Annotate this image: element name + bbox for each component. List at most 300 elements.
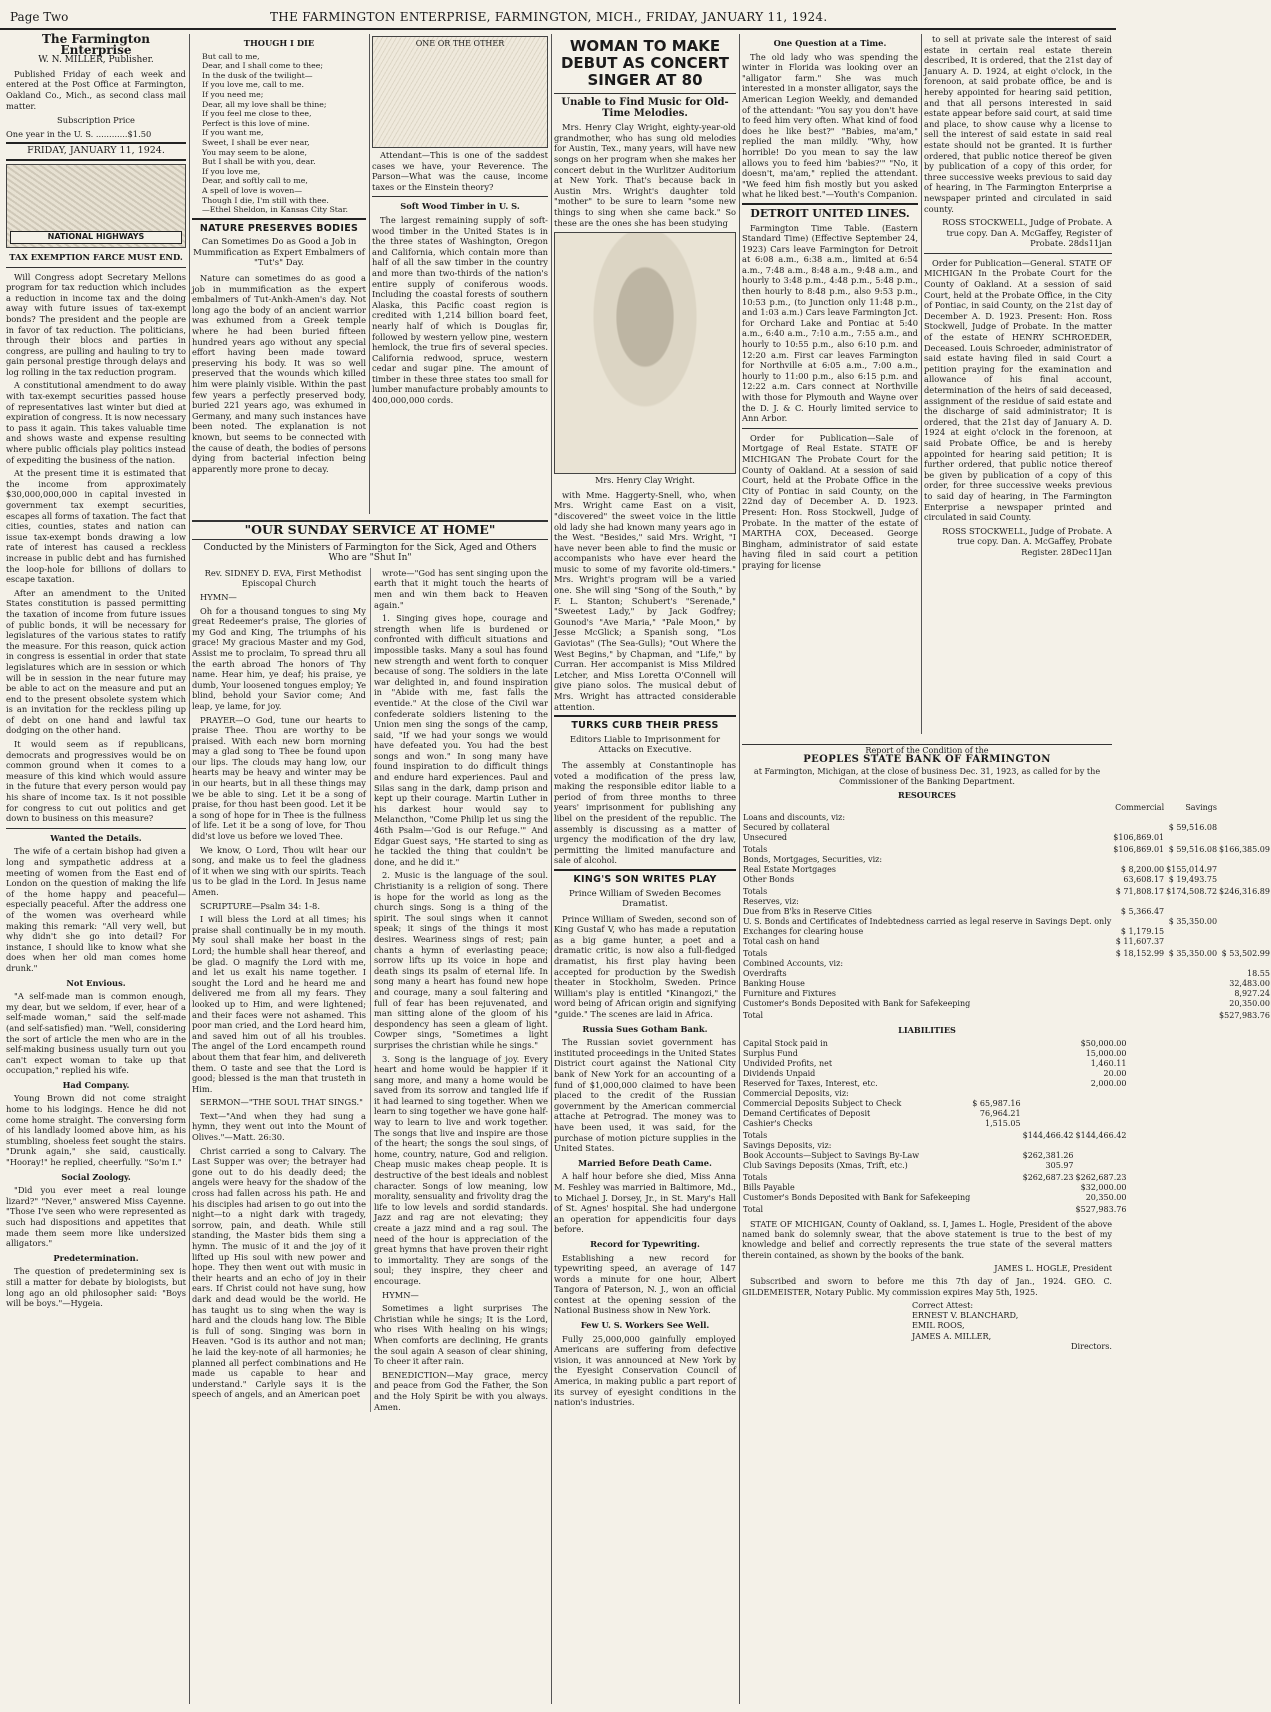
account-row — [742, 813, 1271, 823]
editorial-paragraph: Will Congress adopt Secretary Mellons program for tax reduction which includes a reduction in income tax and the doing away with future issues of tax-exempt bonds? The president and the people are in favor of tax reduction. The politicians, through their blocs and parties in congress, are pulling and hauling to try to gain personal prestige through delays and log rolling in the tax reduction program. — [6, 271, 186, 377]
account-label: Overdrafts — [743, 969, 787, 979]
account-value: 8,927.24 — [1234, 989, 1270, 999]
account-row — [742, 1141, 1127, 1151]
account-value — [1022, 1049, 1075, 1059]
account-label: Commercial Deposits Subject to Check — [743, 1098, 902, 1108]
account-value: 1,515.05 — [984, 1118, 1021, 1128]
account-value — [1022, 1141, 1075, 1151]
account-row — [742, 1183, 1127, 1193]
account-value: $ 65,987.16 — [972, 1098, 1021, 1108]
account-row — [742, 1039, 1127, 1049]
column-rule — [739, 34, 740, 1704]
attest-label: Correct Attest: — [912, 1299, 974, 1310]
sermon-headline: "OUR SUNDAY SERVICE AT HOME" — [192, 520, 548, 540]
account-value — [1022, 1079, 1075, 1089]
account-value — [1112, 823, 1165, 833]
account-row — [742, 843, 1271, 855]
debut-text: with Mme. Haggerty-Snell, who, when Mrs. Wright came East on a visit, "discovered" the sweet voice in the little old lady she had known many years ago in the West. "Besides," said Mrs. Wright, "I have never been able to find the music or accompanists who have ever heard the music to some of my favorite old-timers." Mrs. Wright's program will be a varied one. She will sing "Song of the South," by F. L. Stanton; Schubert's "Serenade," "Sweetest Lady," by Jack Godfrey; Gounod's "Ave Maria," "Pale Moon," by Jesse McGlick; a Spanish song, "Los Gaviotas" (The Sea-Gulls); "Out Where the West Begins," by Chapman, and "Life," by Curran. Her accompanist is Miss Mildred Letcher, and Miss Loretta O'Connell will give piano solos. The musical debut of Mrs. Wright has attracted considerable attention. — [554, 489, 736, 712]
account-value: $106,869.01 — [1113, 833, 1165, 843]
account-row — [742, 1151, 1127, 1161]
account-row — [742, 959, 1271, 969]
account-value: $ 71,808.17 — [1115, 887, 1165, 897]
column-rule — [921, 34, 922, 734]
sermon-paragraph: Oh for a thousand tongues to sing My great Redeemer's praise, The glories of my God and King, The triumphs of his grace! My gracious Master and my God, Assist me to proclaim, To spread thru all the earth abroad The honors of Thy name. Hear him, ye deaf; his praise, ye dumb, Your loosened tongues employ; Ye blind, behold your Savior come; And leap, ye lame, for joy. — [192, 605, 366, 711]
account-value: $ 35,350.00 — [1168, 949, 1218, 959]
publication-notice: Published Friday of each week and entered at the Post Office at Farmington, Oakland Co., Mich., as second class mail matter. — [6, 68, 186, 111]
account-value: 20,350.00 — [1085, 1192, 1127, 1202]
brief-title: Predetermination. — [53, 1252, 139, 1263]
account-value: $ 11,607.37 — [1115, 937, 1165, 947]
account-value — [1165, 855, 1218, 865]
account-value — [1022, 1089, 1075, 1099]
account-row — [742, 1009, 1271, 1021]
account-value: $262,687.23 — [1075, 1172, 1127, 1182]
account-label: Totals — [743, 1130, 768, 1140]
cartoon-illustration — [372, 36, 548, 148]
column-rule — [551, 34, 552, 1704]
president-signature: JAMES L. HOGLE, President — [994, 1262, 1112, 1273]
divider — [6, 267, 186, 268]
account-value: 32,483.00 — [1229, 979, 1270, 989]
account-value: $155,014.97 — [1166, 865, 1218, 875]
account-row — [742, 1089, 1127, 1099]
probate-signature: ROSS STOCKWELL, Judge of Probate. A true copy. Dan A. McGaffey, Register of Probate. 28ds11jan — [942, 217, 1112, 249]
highways-illustration — [6, 164, 186, 248]
turks-headline: TURKS CURB THEIR PRESS — [571, 720, 719, 732]
account-row — [742, 927, 1271, 937]
account-value — [1022, 1109, 1075, 1119]
account-value: 2,000.00 — [1090, 1078, 1127, 1088]
account-row — [742, 897, 1271, 907]
account-label: Total — [743, 1204, 764, 1214]
sermon-article — [192, 520, 548, 1704]
account-label: Capital Stock paid in — [743, 1038, 828, 1048]
brief-text: "Did you ever meet a real lounge lizard?" "Never," answered Miss Cayenne. "Those I've seen who were represented as such had dispositions and appetites that made them seem more like undersized alligators." — [6, 1185, 186, 1249]
account-label: Secured by collateral — [743, 823, 830, 833]
account-value — [1218, 959, 1271, 969]
report-intro: at Farmington, Michigan, at the close of business Dec. 31, 1923, as called for by the Commissioner of the Banking Department. — [753, 765, 1101, 786]
editorial-paragraph: A constitutional amendment to do away with tax-exempt securities passed house of representatives last winter but died at expiration of congress. It is now necessary to pass it again. This takes valuable time and shows waste and expense resulting where public officials play politics instead of expediting the business of the nation. — [6, 380, 186, 465]
account-value — [1165, 989, 1218, 999]
account-label: Undivided Profits, net — [743, 1058, 833, 1068]
turks-text: The assembly at Constantinople has voted a modification of the press law, making the responsible editor liable to a period of from three months to three years' imprisonment for publishing any libel on the president of the republic. The assembly is discussing as a matter of urgency the modification of the dry law, permitting the limited manufacture and sale of alcohol. — [554, 759, 736, 866]
workers-text: Fully 25,000,000 gainfully employed Americans are suffering from defective vision, it was announced at New York by the Eyesight Conservation Council of America, in making public a part report of its survey of eyesight conditions in the nation's industries. — [554, 1333, 736, 1408]
account-value — [1218, 823, 1271, 833]
sermon-paragraph: Text—"And when they had sung a hymn, they went out into the Mount of Olives."—Matt. 26:30. — [192, 1110, 366, 1143]
highways-label: NATIONAL HIGHWAYS — [10, 231, 182, 244]
account-value — [1075, 1119, 1128, 1129]
sermon-paragraph: HYMN— — [382, 1289, 419, 1300]
account-value — [1022, 1099, 1075, 1109]
brief-title: Social Zoology. — [61, 1171, 131, 1182]
resources-rows — [742, 813, 1271, 1021]
account-row — [742, 1079, 1127, 1089]
account-row — [742, 907, 1271, 917]
account-value — [1075, 1099, 1128, 1109]
resources-table — [742, 803, 1271, 1021]
account-label: Furniture and Fixtures — [743, 989, 836, 999]
account-value — [1112, 959, 1165, 969]
account-value: 20.00 — [1103, 1068, 1127, 1078]
attest-block — [912, 1300, 1112, 1351]
brief-title: Had Company. — [62, 1079, 130, 1090]
sermon-body — [192, 568, 548, 1412]
account-value: $ 5,366.47 — [1120, 907, 1165, 917]
account-label: Savings Deposits, viz: — [743, 1140, 832, 1150]
account-row — [742, 917, 1271, 927]
account-label: Commercial Deposits, viz: — [743, 1088, 849, 1098]
account-label: Other Bonds — [743, 875, 795, 885]
probate-notice-text: Order for Publication—General. STATE OF MICHIGAN In the Probate Court for the County of Oakland. At a session of said Court, held at the Probate Office, in the City of Pontiac, in said County, on the 21st day of December A. D. 1923. Present: Hon. Ross Stockwell, Judge of Probate. In the matter of the estate of HENRY SCHROEDER, Deceased. Louis Schroeder, administrator of said estate having filed in said Court a petition praying for the examination and allowance of his final account, determination of the heirs of said deceased, assignment of the residue of said estate and the discharge of said administrator; It is ordered, that the 21st day of January A. D. 1924 at eight o'clock in the forenoon, at said Probate Office, be and is hereby appointed for hearing said petition; It is further ordered, that public notice thereof be given by publication of a copy of this order, for three successive weeks previous to said day of hearing, in The Farmington Enterprise a newspaper printed and circulated in said County. — [924, 257, 1112, 523]
account-value — [1165, 897, 1218, 907]
account-value — [1218, 937, 1271, 947]
account-row — [742, 1109, 1127, 1119]
account-row — [742, 1193, 1127, 1203]
director-name: ERNEST V. BLANCHARD, — [912, 1310, 1019, 1321]
account-value: $ 19,493.75 — [1168, 875, 1218, 885]
account-value — [1218, 897, 1271, 907]
account-value — [1165, 969, 1218, 979]
record-headline: Record for Typewriting. — [590, 1238, 700, 1249]
account-value — [1112, 979, 1165, 989]
account-row — [742, 969, 1271, 979]
account-value — [1165, 937, 1218, 947]
poem-title: THOUGH I DIE — [243, 38, 315, 48]
column-rule — [189, 34, 190, 1704]
account-value: 63,608.17 — [1123, 875, 1165, 885]
divider — [372, 196, 548, 197]
nature-deck: Can Sometimes Do as Good a Job in Mummification as Expert Embalmers of "Tut's" Day. — [193, 237, 365, 269]
account-value — [1112, 989, 1165, 999]
kings-text: Prince William of Sweden, second son of King Gustaf V, who has made a reputation as a big game hunter, a poet and a dramatic critic, is now also a full-fledged dramatist, his first play having been accepted for production by the Swedish theater in Stockholm, Sweden. Prince William's play is entitled "Kinangozi," the word being of African origin and signifying "guide." The scenes are laid in Africa. — [554, 913, 736, 1020]
account-value: $527,983.76 — [1075, 1204, 1127, 1214]
account-value — [1165, 959, 1218, 969]
account-label: Reserved for Taxes, Interest, etc. — [743, 1078, 878, 1088]
probate-signature: ROSS STOCKWELL, Judge of Probate. A true copy. Dan. A. McGaffey, Probate Register. 28Dec11Jan — [942, 525, 1112, 557]
account-value: $106,869.01 — [1113, 845, 1165, 855]
russia-text: The Russian soviet government has instituted proceedings in the United States District court against the National City bank of New York for an accounting of a fund of $1,000,000 claimed to have been placed to the credit of the Russian government by the American commercial attache at Petrograd. The money was to have been used, it was said, for the purchase of motion picture supplies in the United States. — [554, 1037, 736, 1154]
report-title: Report of the Condition of the — [865, 745, 989, 755]
brief-text: Young Brown did not come straight home to his lodgings. Hence he did not come home straight. The conversing form of his landlady loomed above him, as his stumbling, shoeless feet sought the stairs. "Drunk again," she said, caustically. "Hooray!" he replied, cheerfully. "So'm I." — [6, 1093, 186, 1168]
subscription-price: One year in the U. S. ............$1.50 — [6, 128, 152, 139]
account-label: Bonds, Mortgages, Securities, viz: — [743, 855, 883, 865]
director-name: EMIL ROOS, — [912, 1320, 965, 1331]
account-value: $174,508.72 — [1166, 887, 1218, 897]
account-value: $ 8,200.00 — [1120, 865, 1165, 875]
divider — [192, 218, 366, 220]
resources-heading: RESOURCES — [897, 790, 957, 801]
account-label: Club Savings Deposits (Xmas, Trift, etc.) — [743, 1160, 908, 1170]
turks-deck: Editors Liable to Imprisonment for Attacks on Executive. — [569, 734, 721, 756]
publisher-line: W. N. MILLER, Publisher. — [38, 55, 154, 66]
account-row — [742, 885, 1271, 897]
timber-text: The largest remaining supply of soft-wood timber in the United States is in the three states of Washington, Oregon and California, which contain more than half of all the saw timber in the country and more than two-thirds of the nation's entire supply of coniferous woods. Including the coastal forests of southern Alaska, this Pacific coast region is credited with 1,214 billion board feet, nearly half of which is Douglas fir, followed by western yellow pine, western hemlock, the true firs of several species. California redwood, spruce, western cedar and sugar pine. The amount of timber in these three states too small for lumber manufacture probably amounts to 400,000,000 cords. — [372, 214, 548, 406]
nature-headline: NATURE PRESERVES BODIES — [199, 222, 359, 234]
editorial-paragraph: At the present time it is estimated that the income from approximately $30,000,000,000 in capital invested in government tax exempt securities, escapes all forms of taxation. The fact that cities, counties, states and nation can issue tax-exempt bonds drawing a low rate of interest has caused a reckless increase in public debt and has furnished the loop-hole for billions of dollars to escape taxation. — [6, 468, 186, 585]
account-row — [742, 1069, 1127, 1079]
sermon-paragraph: wrote—"God has sent singing upon the earth that it might touch the hearts of men and win them back to Heaven again." — [374, 567, 548, 610]
question-headline: One Question at a Time. — [773, 38, 887, 48]
account-value — [1218, 813, 1271, 823]
account-value — [1112, 1009, 1165, 1021]
bank-report — [742, 744, 1270, 1707]
poem-text: But call to me, Dear, and I shall come to thee; In the dusk of the twilight— If you love me, call to me. If you need me; Dear, all my love shall be thine; If you feel me close to thee, Perfect is this love of mine. If you want me, Sweet, I shall be ever near, You may seem to be alone, But I shall be with you, dear. If you love me, Dear, and softly call to me, A spell of love is woven— Though I die, I'm still with thee. —Ethel Sheldon, in Kansas City Star. — [202, 51, 348, 215]
account-row — [742, 999, 1271, 1009]
account-value: $ 18,152.99 — [1115, 949, 1165, 959]
account-label: Surplus Fund — [743, 1048, 798, 1058]
account-value — [971, 1141, 1021, 1151]
liabilities-table — [742, 1039, 1127, 1215]
account-label: Total cash on hand — [743, 937, 820, 947]
account-label: Demand Certificates of Deposit — [743, 1108, 871, 1118]
account-label: Reserves, viz: — [743, 897, 799, 907]
account-value: 15,000.00 — [1085, 1048, 1127, 1058]
account-value — [1075, 1141, 1128, 1151]
liabilities-rows — [742, 1039, 1127, 1215]
editorial-headline: TAX EXEMPTION FARCE MUST END. — [9, 251, 183, 262]
account-label: Cashier's Checks — [743, 1118, 813, 1128]
issue-date: FRIDAY, JANUARY 11, 1924. — [6, 142, 186, 161]
account-value — [971, 1171, 1021, 1183]
account-value — [971, 1183, 1021, 1193]
subscription-label: Subscription Price — [57, 115, 135, 126]
director-name: JAMES A. MILLER, — [912, 1330, 992, 1341]
account-value — [1165, 833, 1218, 843]
divider — [554, 715, 736, 717]
record-text: Establishing a new record for typewriting speed, an average of 147 words a minute for one hour, Albert Tangora of Paterson, N. J., won an official contest at the opening session of the National Business show in New York. — [554, 1252, 736, 1316]
sermon-paragraph: 2. Music is the language of the soul. Christianity is a religion of song. There is hope for the world as long as the church sings. Song is a thing of the spirit. The soul sings when it cannot speak; it sings of the things it most desires. Weariness sings of rest; pain chants a hymn of everlasting peace; sorrow lifts up its voice in hope and death sings its psalm of eternal life. In song many a heart has found new hope and courage, many a soul faltering and full of fear has been rejuvenated, and man sitting alone of the gloom of his despondency has seen a gleam of light. Cowper sings, "Sometimes a light surprises the christian while he sings." — [374, 870, 548, 1050]
account-row — [742, 989, 1271, 999]
account-value: $144,466.42 — [1022, 1130, 1074, 1140]
workers-headline: Few U. S. Workers See Well. — [580, 1320, 710, 1331]
column-1 — [6, 34, 186, 1706]
account-value: $32,000.00 — [1080, 1182, 1127, 1192]
account-value — [1165, 999, 1218, 1009]
account-value — [971, 1089, 1021, 1099]
sermon-paragraph: PRAYER—O God, tune our hearts to praise Thee. Thou are worthy to be praised. With each new born morning may a glad song to Thee be found upon our lips. The clouds may hang low, our hearts may be heavy and winter may be in our hearts, but in all these things may we be able to sing. Let it be a song of praise, for thou hast been good. Let it be a song of hope for in Thee is the fullness of life. Let it be a song of love, for Thou did'st love us before we loved Thee. — [192, 714, 366, 842]
column-2 — [192, 34, 366, 512]
account-value — [1022, 1039, 1075, 1049]
kings-headline: KING'S SON WRITES PLAY — [573, 873, 717, 885]
probate-notice-text: Order for Publication—Sale of Mortgage of Real Estate. STATE OF MICHIGAN The Probate Court for the County of Oakland. At a session of said Court, held at the Probate Office in the City of Pontiac in said County, on the 22nd day of December A. D. 1923. Present: Hon. Ross Stockwell, Judge of Probate. In the matter of the estate of MARTHA COX, Deceased. George Bingham, administrator of said estate having filed in said court a petition praying for license — [742, 432, 918, 570]
account-value — [971, 1059, 1021, 1069]
married-text: A half hour before she died, Miss Anna M. Feshley was married in Baltimore, Md., to Michael J. Dorsey, Jr., in St. Mary's Hall of St. Agnes' hospital. She had undergone an operation for appendicitis four days before. — [554, 1171, 736, 1235]
account-value: 20,350.00 — [1229, 999, 1270, 1009]
affidavit: STATE OF MICHIGAN, County of Oakland, ss. I, James L. Hogle, President of the above named bank do solemnly swear, that the above statement is true to the best of my knowledge and belief and correctly represents the true state of the several matters therein contained, as shown by the books of the bank. — [742, 1218, 1112, 1260]
account-label: Unsecured — [743, 833, 788, 843]
account-value: $ 1,179.15 — [1120, 927, 1165, 937]
account-value: 18.55 — [1247, 969, 1270, 979]
bank-name: PEOPLES STATE BANK OF FARMINGTON — [803, 754, 1051, 766]
probate-notice-text: to sell at private sale the interest of said estate in certain real estate therein described, It is ordered, that the 21st day of January A. D. 1924, at eight o'clock, in the forenoon, at said probate office, be and is hereby appointed for hearing said petition, and that all persons interested in said estate appear before said court, at said time and place, to show cause why a license to sell the interest of said estate in said real estate should not be granted. It is further ordered, that public notice thereof be given by publication of a copy of this order, for three successive weeks previous to said day of hearing, in The Farmington Enterprise a newspaper printed and circulated in said county. — [924, 34, 1112, 214]
sermon-paragraph: 3. Song is the language of joy. Every heart and home would be happier if it sang more, and many a home would be saved from its sorrow and tangled life if it had learned to sing together. When we learn to sing together we have gone half-way to learn to live and work together. The songs that live and inspire are those of the heart; the songs the soul sings, of home, country, nature, God and religion. Cheap music makes cheap people. It is destructive of the best ideals and noblest character. Songs of low meaning, low morality, sensuality and frivolity drag the life to low levels and sordid standards. Jazz and rag are not elevating; they create a jazz mind and a rag soul. The need of the hour is appreciation of the great hymns that have proven their right to immortality. They are songs of the soul; they inspire, they cheer and encourage. — [374, 1053, 548, 1286]
account-label: Customer's Bonds Deposited with Bank for Safekeeping — [743, 1192, 971, 1202]
savings-header: Savings — [1185, 803, 1218, 813]
account-row — [742, 865, 1271, 875]
account-label: Bills Payable — [743, 1182, 795, 1192]
cartoon-title: ONE OR THE OTHER — [415, 39, 505, 48]
account-label: Due from B'ks in Reserve Cities — [743, 907, 872, 917]
account-value: $ 53,502.99 — [1221, 949, 1270, 959]
total-header — [1218, 803, 1271, 813]
column-headers — [742, 803, 1271, 813]
account-label: Total — [743, 1011, 764, 1021]
account-value — [971, 1193, 1021, 1203]
account-value — [1022, 1193, 1075, 1203]
notary-statement: Subscribed and sworn to before me this 7th day of Jan., 1924. GEO. C. GILDEMEISTER, Notary Public. My commission expires May 5th, 1925. — [742, 1276, 1112, 1297]
account-row — [742, 1171, 1127, 1183]
account-row — [742, 1059, 1127, 1069]
account-row — [742, 979, 1271, 989]
account-row — [742, 855, 1271, 865]
account-value — [971, 1039, 1021, 1049]
detroit-headline: DETROIT UNITED LINES. — [750, 206, 910, 220]
column-3 — [372, 34, 548, 512]
account-value — [1022, 1059, 1075, 1069]
divider — [924, 253, 1112, 254]
account-row — [742, 875, 1271, 885]
account-row — [742, 1099, 1127, 1109]
account-row — [742, 1119, 1127, 1129]
account-value: $ 35,350.00 — [1168, 917, 1218, 927]
account-value: 1,460.11 — [1090, 1058, 1127, 1068]
account-value — [971, 1151, 1021, 1161]
account-value — [1075, 1089, 1128, 1099]
account-label: Customer's Bonds Deposited with Bank for Safekeeping — [743, 999, 971, 1009]
account-label: Dividends Unpaid — [743, 1068, 816, 1078]
account-row — [742, 833, 1271, 843]
account-value — [971, 1129, 1021, 1141]
account-value — [1165, 927, 1218, 937]
account-value — [1218, 865, 1271, 875]
brief-text: The question of predetermining sex is still a matter for debate by biologists, but long ago an old philosopher said: "Boys will be boys."—Hygeia. — [6, 1266, 186, 1309]
portrait-caption: Mrs. Henry Clay Wright. — [595, 476, 695, 486]
column-rule — [369, 34, 370, 514]
divider — [742, 203, 918, 205]
account-label: Totals — [743, 887, 768, 897]
divider — [554, 93, 736, 94]
account-value: $ 59,516.08 — [1168, 845, 1218, 855]
account-value: $262,687.23 — [1022, 1172, 1074, 1182]
account-value: $144,466.42 — [1075, 1130, 1127, 1140]
sermon-paragraph: SERMON—"THE SOUL THAT SINGS." — [200, 1097, 363, 1108]
account-row — [742, 1161, 1127, 1171]
sermon-paragraph: SCRIPTURE—Psalm 34: 1-8. — [200, 900, 320, 911]
account-value — [1075, 1151, 1128, 1161]
account-value — [1218, 917, 1271, 927]
debut-deck: Unable to Find Music for Old-Time Melodies. — [561, 97, 729, 119]
account-value — [1218, 833, 1271, 843]
account-value — [1112, 999, 1165, 1009]
sermon-paragraph: I will bless the Lord at all times; his praise shall continually be in my mouth. My soul shall make her boast in the Lord; the humble shall hear thereof, and be glad. O magnify the Lord with me, and let us exalt his name together. I sought the Lord and he heard me and delivered me from all my fears. They looked up to Him, and were lightened; and their faces were not ashamed. This poor man cried, and the Lord heard him, and saved him out of all his troubles. The angel of the Lord encampeth round about them that fear him, and delivereth them. O taste and see that the Lord is good; blessed is the man that trusteth in Him. — [192, 914, 366, 1094]
married-headline: Married Before Death Came. — [578, 1157, 712, 1168]
debut-headline: WOMAN TO MAKE DEBUT AS CONCERT SINGER AT 80 — [560, 37, 730, 89]
commercial-header: Commercial — [1115, 803, 1165, 813]
nature-text: Nature can sometimes do as good a job in mummification as the expert embalmers of Tut-Ankh-Amen's day. Not long ago the body of an ancient warrior was exhumed from a Greek temple where he had been buried fifteen hundred years ago without any special effort having been made toward preserving his body. It was so well preserved that the wounds which killed him were plainly visible. Within the past few years a perfectly preserved body, buried 221 years ago, was exhumed in Germany, and many such instances have been noted. The explanation is not known, but seems to be connected with the cause of death, the bodies of persons dying from bacterial infection being apparently more prone to decay. — [192, 273, 366, 474]
divider — [554, 869, 736, 871]
account-label: Totals — [743, 1172, 768, 1182]
brief-text: The wife of a certain bishop had given a long and sympathetic address at a meeting of women from the East end of London on the question of making the life of the home happy and peaceful—especially peaceful. After the address one of the women was overheard while making this remark: "All very well, but why didn't she go into detail? For instance, I should like to know what she does when her old man comes home drunk." — [6, 846, 186, 973]
account-value: $166,385.09 — [1219, 845, 1270, 855]
account-value: $262,381.26 — [1022, 1150, 1074, 1160]
account-label: Combined Accounts, viz: — [743, 959, 844, 969]
account-value — [1112, 969, 1165, 979]
directors-label: Directors. — [1071, 1341, 1112, 1352]
account-value: $527,983.76 — [1219, 1011, 1270, 1021]
russia-headline: Russia Sues Gotham Bank. — [582, 1023, 708, 1034]
column-5 — [742, 34, 918, 734]
account-label: Totals — [743, 845, 768, 855]
account-row — [742, 823, 1271, 833]
account-value: $50,000.00 — [1080, 1038, 1127, 1048]
account-value — [971, 1049, 1021, 1059]
account-value: $ 59,516.08 — [1168, 823, 1218, 833]
account-value — [1218, 855, 1271, 865]
sermon-paragraph: Christ carried a song to Calvary. The Last Supper was over; the betrayer had gone out to do his deadly deed; the angels were heavy for the shadow of the cross had fallen across his path. He and his disciples had arisen to go out into the night—to a night dark with tragedy, sorrow, pain, and death. While still standing, the Master bids them sing a hymn. The music of it and the joy of it lifted up His soul with new power and hope. They then went out with music in their hearts and an echo of joy in their ears. If Christ could not have sung, how dark and dead would be the world. He has taught us to sing when the way is hard and the clouds hang low. The Bible is full of song. Singing was born in Heaven. "God is its author and not man; he laid the key-note of all harmonies; he planned all perfect combinations and He made us capable to hear and understand." Carlyle says it is the speech of angels, and an American poet — [192, 1145, 366, 1400]
account-value — [1218, 927, 1271, 937]
account-value — [1165, 979, 1218, 989]
account-value — [971, 1203, 1021, 1215]
masthead — [0, 8, 1116, 30]
page-number: Page Two — [10, 10, 69, 24]
account-label: U. S. Bonds and Certificates of Indebtedness carried as legal reserve in Savings Dept. only — [743, 917, 1112, 927]
sermon-paragraph: Sometimes a light surprises The Christian while he sings; It is the Lord, who rises With healing on his wings; When comforts are declining, He grants the soul again A season of clear shining, To cheer it after rain. — [374, 1303, 548, 1367]
account-label: Totals — [743, 949, 768, 959]
sermon-paragraph: 1. Singing gives hope, courage and strength when life is burdened or confronted with difficult situations and impossible tasks. Many a soul has found new strength and went forth to conquer because of song. The soldiers in the late war delighted in, and found inspiration in "Abide with me, fast falls the eventide." At the close of the Civil war confederate soldiers listening to the Union men sing the songs of the camp, said, "If we had your songs we would have defeated you. You had the best songs and won." In song many have found inspiration to do difficult things and endure hard experiences. Paul and Silas sang in the dark, damp prison and kept up their courage. Martin Luther in his darkest hour would say to Melancthon, "Come Philip let us sing the 46th Psalm—'God is our Refuge.'" And Edgar Guest says, "He started to sing as he tackled the thing that couldn't be done, and he did it." — [374, 613, 548, 867]
minister-name: Rev. SIDNEY D. EVA, First Methodist Episcopal Church — [204, 567, 362, 589]
column-6 — [924, 34, 1112, 734]
sermon-deck: Conducted by the Ministers of Farmington for the Sick, Aged and Others Who are "Shut In" — [203, 542, 537, 564]
sermon-paragraph: We know, O Lord, Thou wilt hear our song, and make us to feel the gladness of it when we sing with our spirits. Teach us to be glad in the Lord. In Jesus name Amen. — [192, 844, 366, 897]
account-label: Book Accounts—Subject to Savings By-Law — [743, 1150, 920, 1160]
divider — [742, 428, 918, 429]
dateline: THE FARMINGTON ENTERPRISE, FARMINGTON, MICH., FRIDAY, JANUARY 11, 1924. — [270, 10, 828, 24]
brief-title: Wanted the Details. — [50, 832, 142, 843]
editorial-paragraph: After an amendment to the United States constitution is passed permitting the taxation of income from future issues of public bonds, it will be necessary for legislatures of the various states to ratify the measure. For this reason, quick action in congress is essential in order that state legislatures which are in session or which will be in session in the near future may be able to act on the measure and put an end to the present obsolete system which is an invitation for the reckless piling up of debt on one hand and lawful tax dodging on the other hand. — [6, 587, 186, 736]
label-header — [742, 803, 1112, 813]
account-value: 305.97 — [1045, 1160, 1074, 1170]
account-value — [971, 1069, 1021, 1079]
account-value: 76,964.21 — [979, 1108, 1021, 1118]
sermon-paragraph: HYMN— — [200, 591, 237, 602]
kings-deck: Prince William of Sweden Becomes Dramatist. — [568, 888, 722, 910]
timber-headline: Soft Wood Timber in U. S. — [400, 201, 520, 212]
account-row — [742, 1049, 1127, 1059]
account-value — [1075, 1161, 1128, 1171]
debut-intro: Mrs. Henry Clay Wright, eighty-year-old grandmother, who has sung old melodies for Austin, Tex., many years, will have new songs on her program when she makes her concert debut in the Wurlitzer Auditorium at New York. That's because back in Austin Mrs. Wright's daughter told "mother" to be sure to learn "some new things to sing when she came back." So these are the ones she has been studying — [554, 122, 736, 228]
account-value — [1112, 855, 1165, 865]
divider — [6, 828, 186, 829]
question-text: The old lady who was spending the winter in Florida was looking over an "alligator farm." She was much interested in a monster alligator, says the American Legion Weekly, and demanded of the attendant: "You say you don't have to feed him very often. What kind of food does he like best?" "Babies, ma'am," replied the man mildly. "Why, how horrible! Do you mean to say the law allows you to feed him 'babies?'" "No, it doesn't, ma'am," replied the attendant. "We feed him fish mostly but you asked what he liked best."—Youth's Companion. — [742, 51, 918, 200]
account-value — [1022, 1203, 1075, 1215]
account-value — [1022, 1119, 1075, 1129]
account-value — [1112, 897, 1165, 907]
account-row — [742, 1203, 1127, 1215]
account-value — [971, 1161, 1021, 1171]
brief-text: "A self-made man is common enough, my dear, but we seldom, if ever, hear of a self-made woman," said the self-made (and self-satisfied) man. "Well, considering the sort of article the men who are in the self-making business usually turn out you can't expect woman to take up that occupation," replied his wife. — [6, 991, 186, 1076]
account-label: Loans and discounts, viz: — [743, 813, 846, 823]
timetable-text: Farmington Time Table. (Eastern Standard Time) (Effective September 24, 1923) Cars leave Farmington for Detroit at 6:08 a.m., 6:38 a.m., limited at 6:54 a.m., 7:48 a.m., 8:48 a.m., 9:48 a.m., and hourly to 3:48 p.m., 4:48 p.m., 5:48 p.m., then hourly to 8:48 p.m., also 9:53 p.m., 10:53 p.m., (to Junction only 11:48 p.m., and 1:03 a.m.) Cars leave Farmington Jct. for Orchard Lake and Pontiac at 5:40 a.m., 6:40 a.m., 7:10 a.m., 7:55 a.m., and hourly to 10:55 p.m., also 6:10 p.m. and 12:20 a.m. First car leaves Farmington for Northville at 6:05 a.m., 7:00 a.m., hourly to 11:00 p.m., also 6:15 p.m. and 12:22 a.m. Cars connect at Northville with those for Plymouth and Wayne over the D. J. & C. Hourly limited service to Ann Arbor. — [742, 222, 918, 424]
cartoon-caption: Attendant—This is one of the saddest cases we have, your Reverence. The Parson—What was the cause, income taxes or the Einstein theory? — [372, 150, 548, 192]
account-value — [1075, 1109, 1128, 1119]
account-value: $246,316.89 — [1219, 887, 1270, 897]
liabilities-heading: LIABILITIES — [898, 1025, 956, 1036]
brief-title: Not Envious. — [66, 977, 126, 988]
account-label: Banking House — [743, 979, 805, 989]
sermon-paragraph: BENEDICTION—May grace, mercy and peace from God the Father, the Son and the Holy Spirit be with you always. Amen. — [374, 1369, 548, 1412]
account-label: Real Estate Mortgages — [743, 865, 836, 875]
account-value — [1165, 813, 1218, 823]
